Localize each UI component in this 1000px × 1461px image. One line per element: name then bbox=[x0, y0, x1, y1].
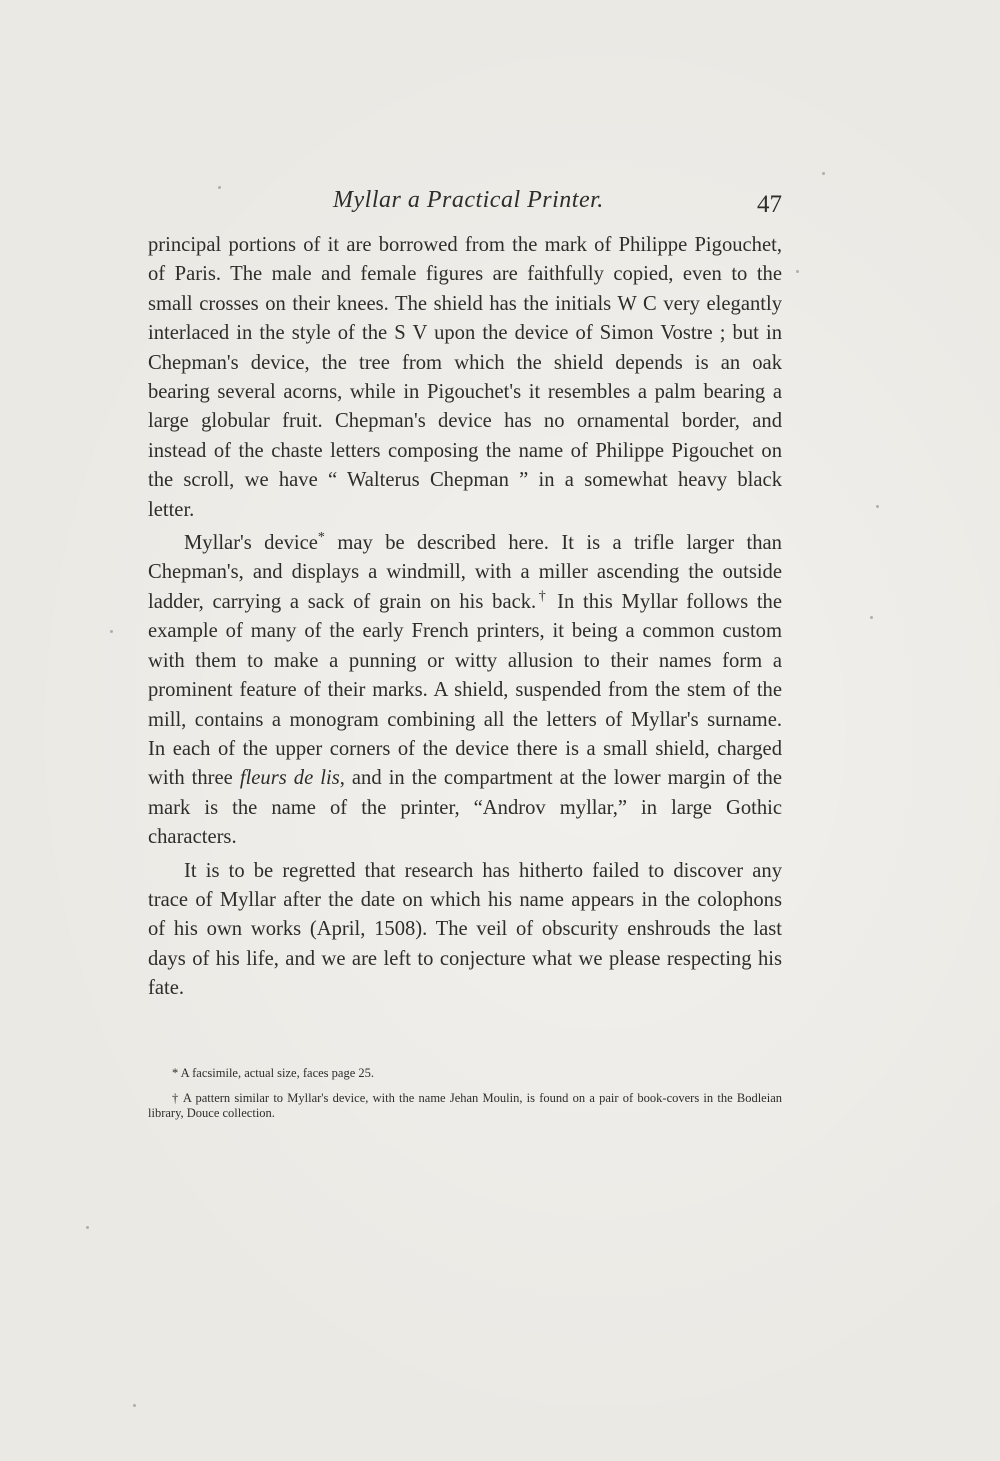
paper-speck bbox=[86, 1226, 89, 1229]
paper-speck bbox=[218, 186, 221, 189]
paragraph-3: It is to be regretted that research has hitherto failed to discover any trace of Myllar after the date on which his name appears in the colophons of his own works (April, 1508). The veil of obscurity enshrouds the last days of his life, and we are left to conjecture what we please respecting his fate. bbox=[148, 859, 782, 1000]
footnotes bbox=[148, 1066, 782, 1131]
paper-speck bbox=[110, 630, 113, 633]
running-title: Myllar a Practical Printer. bbox=[333, 187, 604, 213]
paragraph-2 bbox=[148, 529, 782, 852]
italic-phrase: fleurs de lis bbox=[239, 767, 340, 790]
footnote-2: † A pattern similar to Myllar's device, with the name Jehan Moulin, is found on a pair of book-covers in the Bodleian library, Douce collection. bbox=[148, 1091, 782, 1120]
paper-speck bbox=[133, 1404, 136, 1407]
paragraph-2-text-d: , and in the compartment at the lower margin of the mark is the name of the printer, “Androv myllar,” in large Gothic characters. bbox=[148, 767, 782, 849]
page-number: 47 bbox=[757, 191, 782, 218]
footnote-1: * A facsimile, actual size, faces page 25. bbox=[172, 1066, 375, 1080]
body-text bbox=[148, 231, 782, 1008]
paragraph-2-text-a: Myllar's device bbox=[184, 532, 318, 555]
paragraph-2-text-b: may be described here. It is a trifle larger than Chepman's, and displays a windmill, with a miller ascending the outside ladder, carrying a sack of grain on his back. bbox=[148, 532, 782, 613]
paragraph-2-text-c: In this Myllar follows the example of many of the early French printers, it being a common custom with them to make a punning or witty allusion to their names form a prominent feature of their marks. A shield, suspended from the stem of the mill, contains a monogram combining all the letters of Myllar's surname. In each of the upper corners of the device there is a small shield, charged with three bbox=[148, 590, 782, 790]
footnote-ref-dagger: † bbox=[536, 589, 549, 605]
paper-speck bbox=[796, 270, 799, 273]
paper-speck bbox=[870, 616, 873, 619]
paper-speck bbox=[822, 172, 825, 175]
paper-speck bbox=[876, 505, 879, 508]
footnote-ref-asterisk: * bbox=[317, 530, 325, 546]
running-head bbox=[148, 183, 782, 219]
paragraph-1: principal portions of it are borrowed from the mark of Philippe Pigouchet, of Paris. The male and female figures are faithfully copied, even to the small crosses on their knees. The shield has the initials W C very elegantly interlaced in the style of the S V upon the device of Simon Vostre ; but in Chepman's device, the tree from which the shield depends is an oak bearing several acorns, while in Pigouchet's it resembles a palm bearing a large globular fruit. Chepman's device has no ornamental border, and instead of the chaste letters composing the name of Philippe Pigouchet on the scroll, we have “ Walterus Chepman ” in a somewhat heavy black letter. bbox=[148, 234, 782, 521]
